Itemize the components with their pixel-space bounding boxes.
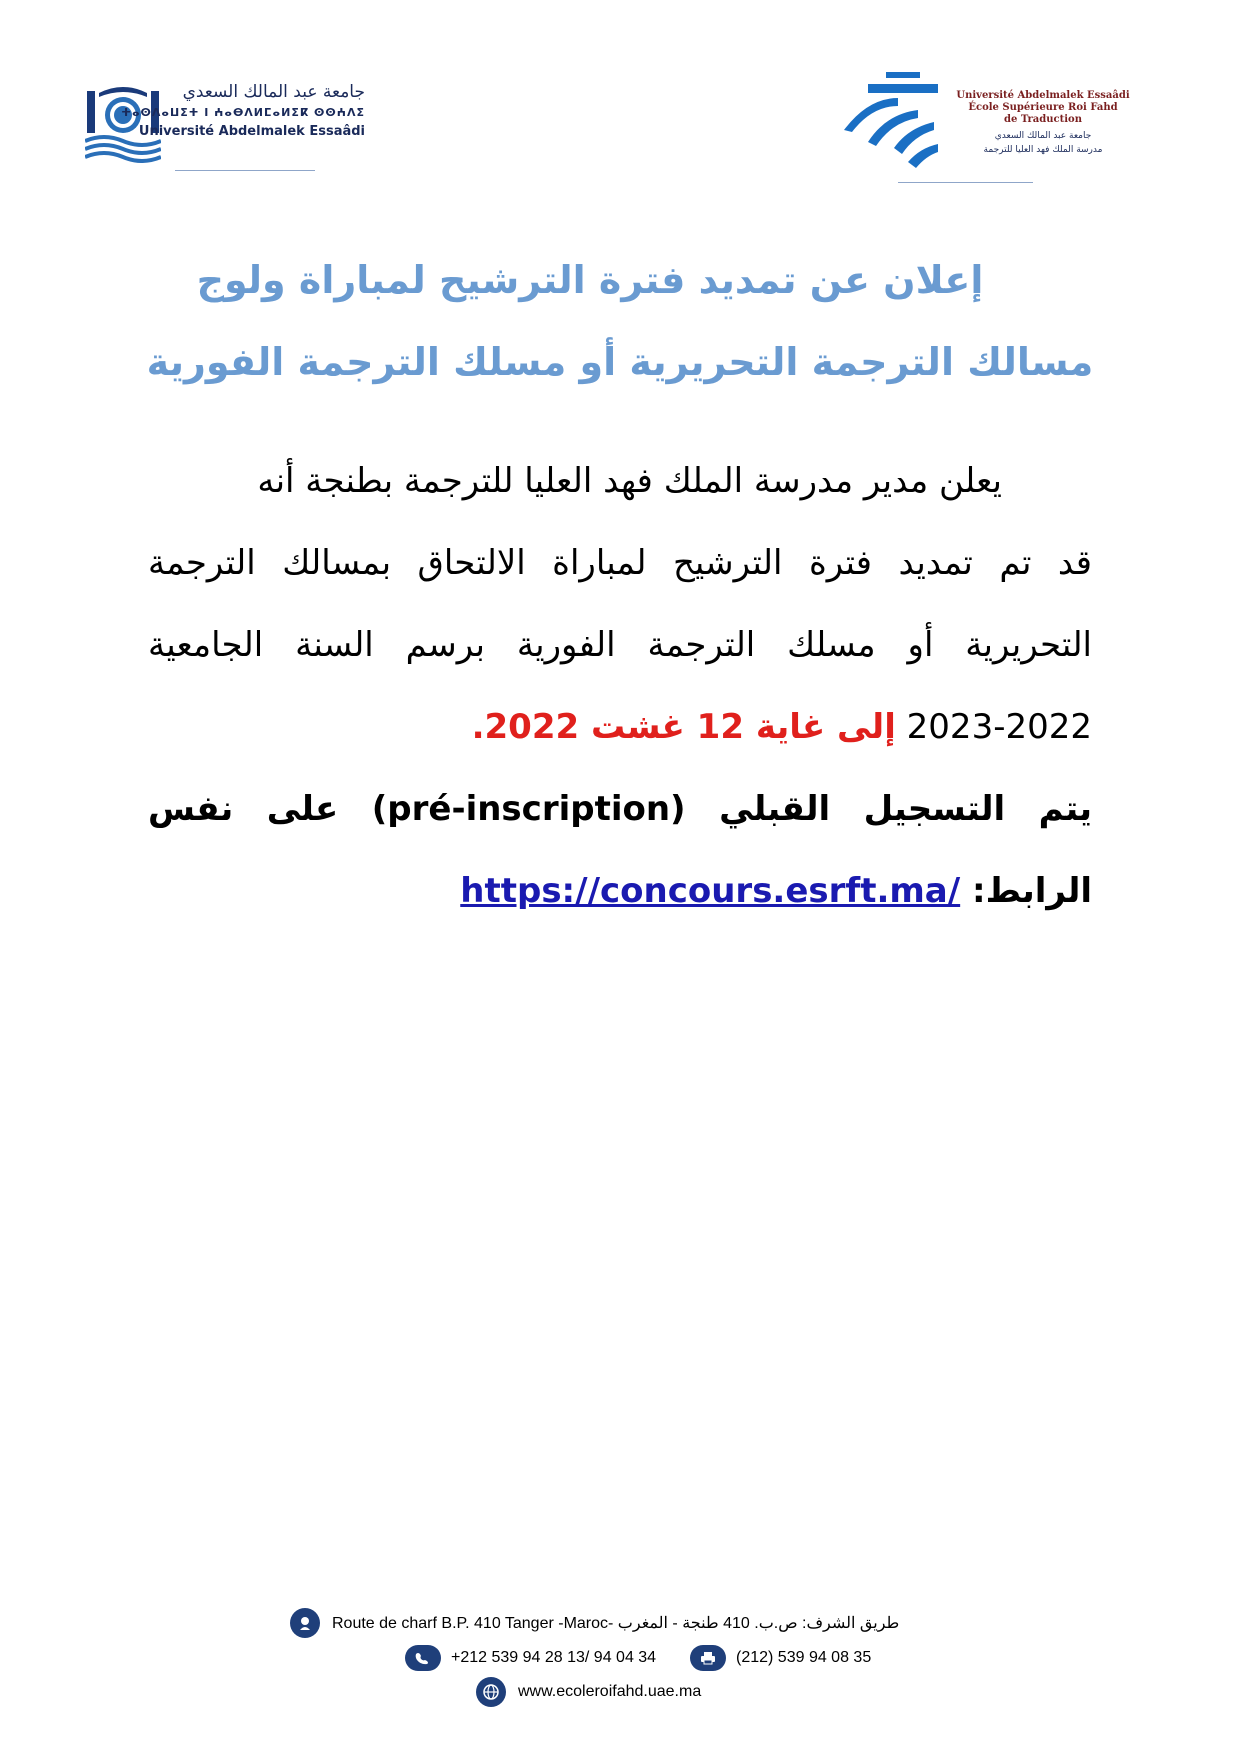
school-logo	[838, 70, 1158, 185]
footer-phone-text: +212 539 94 28 13/ 94 04 34	[451, 1649, 657, 1666]
deadline-text: إلى غاية 12 غشت 2022.	[471, 707, 896, 747]
school-emblem-icon	[838, 70, 943, 175]
university-arabic-name: جامعة عبد المالك السعدي	[182, 82, 365, 102]
footer-fax	[690, 1645, 871, 1671]
school-fr-line1: Université Abdelmalek Essaâdi	[956, 90, 1130, 101]
fax-icon	[690, 1645, 726, 1671]
footer-address	[290, 1608, 899, 1638]
body-line-5	[148, 768, 1092, 850]
body-line-2: قد تم تمديد فترة الترشيح لمباراة الالتحاق بمسالك الترجمة	[148, 543, 1092, 583]
academic-year: 2023-2022	[906, 707, 1092, 747]
school-fr-line2: École Supérieure Roi Fahd	[968, 102, 1118, 113]
right-logo-rule	[898, 182, 1033, 183]
announcement-title-line1: إعلان عن تمديد فترة الترشيح لمباراة ولوج	[196, 258, 984, 302]
globe-icon	[476, 1677, 506, 1707]
body-line-1: يعلن مدير مدرسة الملك فهد العليا للترجمة بطنجة أنه	[257, 461, 1002, 501]
registration-link[interactable]: https://concours.esrft.ma/	[460, 871, 961, 911]
pre-registration-text: يتم التسجيل القبلي	[719, 789, 1092, 829]
pre-inscription-french: (pré-inscription)	[371, 789, 686, 829]
footer-website-text[interactable]: www.ecoleroifahd.uae.ma	[518, 1683, 702, 1700]
university-emblem-icon	[85, 83, 161, 163]
body-line-3: التحريرية أو مسلك الترجمة الفورية برسم السنة الجامعية	[148, 625, 1092, 665]
university-tifinagh-name: ⵜⴰⵙⴷⴰⵡⵉⵜ ⵏ ⵄⴰⴱⴷⵍⵎⴰⵍⵉⴽ ⵙⵙⵄⴷⵉ	[121, 106, 365, 119]
university-logo	[85, 78, 365, 173]
phone-icon	[405, 1645, 441, 1671]
same-text: على نفس	[148, 789, 339, 829]
announcement-title-line2: مسالك الترجمة التحريرية أو مسلك الترجمة الفورية	[146, 340, 1094, 384]
location-icon	[290, 1608, 320, 1638]
footer-address-text: Route de charf B.P. 410 Tanger -Maroc- طريق الشرف: ص.ب. 410 طنجة - المغرب	[332, 1615, 900, 1632]
footer-phone	[405, 1645, 656, 1671]
university-french-name: Université Abdelmalek Essaâdi	[138, 124, 365, 139]
school-ar-line1: جامعة عبد المالك السعدي	[994, 131, 1092, 141]
left-logo-rule	[175, 170, 315, 171]
footer-website	[476, 1677, 701, 1707]
body-line-4	[148, 686, 1092, 768]
school-ar-line2: مدرسة الملك فهد العليا للترجمة	[983, 145, 1103, 155]
footer-fax-text: (212) 539 94 08 35	[736, 1649, 872, 1666]
body-line-6	[148, 850, 1092, 932]
school-fr-line3: de Traduction	[1003, 114, 1082, 125]
link-label: الرابط:	[972, 871, 1092, 911]
